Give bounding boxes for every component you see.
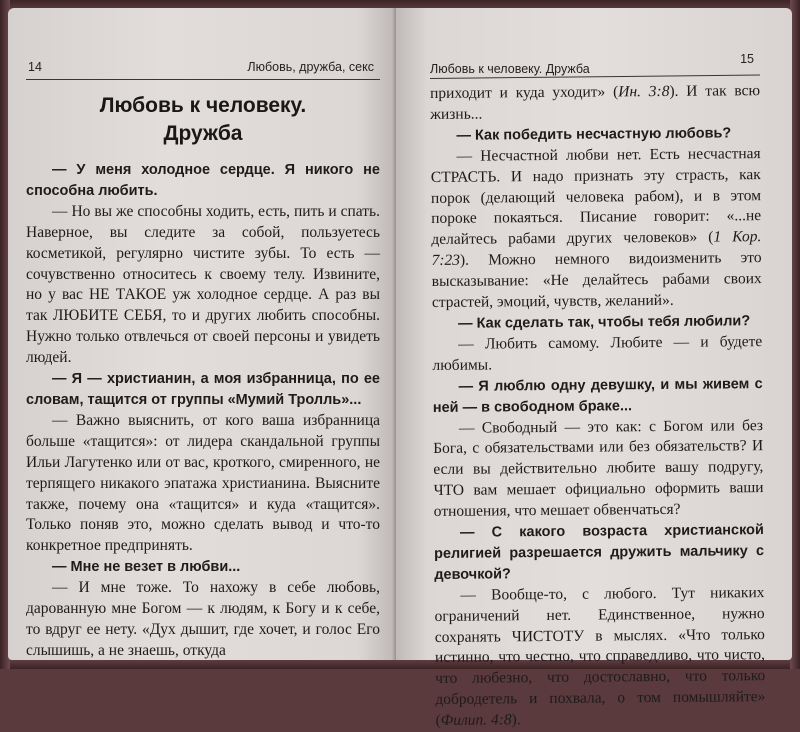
text-run: приходит и куда уходит» ( <box>430 83 619 102</box>
answer-paragraph <box>434 583 765 732</box>
left-page <box>8 8 396 660</box>
question-paragraph: — У меня холодное сердце. Я никого не способна любить. <box>26 162 380 199</box>
text-run: ). <box>511 711 521 729</box>
answer-paragraph: — И мне тоже. То нахожу в себе любовь, дарованную мне Богом — к людям, к Богу и к себе, то вдруг ее нету. «Дух дышит, где хочет, и голос Его слышишь, а не знаешь, откуда <box>26 579 380 659</box>
text-run: ). Можно немного видоизменить это высказывание: «Не делайтесь рабами своих страстей, эмоций, чувств, желаний». <box>431 249 762 312</box>
continued-paragraph <box>430 81 760 126</box>
chapter-title-line1: Любовь к человеку. <box>99 94 307 117</box>
running-head-right: Любовь к человеку. Дружба <box>430 62 590 76</box>
chapter-title <box>18 92 388 148</box>
question-paragraph: — Мне не везет в любви... <box>52 559 241 576</box>
page-number-left: 14 <box>28 60 42 74</box>
right-body <box>430 81 766 732</box>
answer-paragraph: — Свободный — это как: с Богом или без Бога, с обязательствами или без обязательств? И если вы действительно любите вашу подругу, ЧТО вам мешает официально оформить ваши отношения, что мешает обвенчаться? <box>433 416 764 521</box>
scripture-reference: Ин. 3:8 <box>618 82 670 101</box>
question-paragraph: — С какого возраста христианской религией разрешается дружить мальчику с девочкой? <box>434 522 765 583</box>
text-run: — Вообще-то, с любого. Тут никаких ограничений нет. Единственное, нужно сохранять ЧИСТОТУ в мыслях. «Что только истинно, что честно, что справедливо, что чисто, что любезно, что достославно, что только добродетель и похвала, о том помышляйте» ( <box>434 583 766 730</box>
chapter-title-line2: Дружба <box>163 122 243 145</box>
left-body <box>26 160 380 662</box>
header-rule-left <box>26 79 380 80</box>
scripture-reference: 1 Кор. 7:23 <box>431 228 762 270</box>
question-paragraph: — Как сделать так, чтобы тебя любили? <box>458 313 751 332</box>
text-run: ). И так всю жизнь... <box>430 82 761 123</box>
question-paragraph: — Я люблю одну девушку, и мы живем с ней — в свободном браке... <box>432 375 763 416</box>
answer-paragraph: — Любить самому. Любите — и будете любимы. <box>432 332 763 374</box>
right-page <box>396 8 792 730</box>
text-run: — Несчастной любви нет. Есть несчастная СТРАСТЬ. И надо признать эту страсть, как порок (делающий человека рабом), и в этом пороке покаяться. Писание говорит: «...не делайтесь рабами других человеков» ( <box>430 144 762 249</box>
scripture-reference: Филип. 4:8 <box>440 711 512 730</box>
running-head-left: Любовь, дружба, секс <box>247 60 374 74</box>
answer-paragraph <box>431 144 762 314</box>
page-number-right: 15 <box>740 52 754 66</box>
answer-paragraph: — Важно выяснить, от кого ваша избранница больше «тащится»: от лидера скандальной группы Ильи Лагутенко или от вас, кроткого, смиренного, не терпящего никакого эпатажа христианина. Выясните также, почему она «тащится» и куда «тащится». Только поняв это, можно сделать вывод и что-то конкретное предпринять. <box>26 411 380 555</box>
question-paragraph: — Я — христианин, а моя избранница, по ее словам, тащится от группы «Мумий Тролль»... <box>26 371 380 408</box>
question-paragraph: — Как победить несчастную любовь? <box>456 125 732 144</box>
answer-paragraph: — Но вы же способны ходить, есть, пить и спать. Наверное, вы следите за собой, пользуетесь косметикой, регулярно чистите зубы. То есть — сочувственно относитесь к своему телу. Извините, но у вас НЕ ТАКОЕ уж холодное сердце. А раз вы так ЛЮБИТЕ СЕБЯ, то и других любить способны. Нужно только отвлечься от своей персоны и увидеть людей. <box>26 202 380 367</box>
